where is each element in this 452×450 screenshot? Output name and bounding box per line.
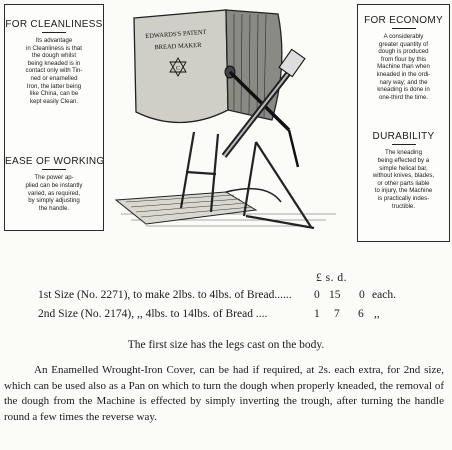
durability-text: The kneading being effected by a simple helical bar, without knives, blades, or other parts liable to injury, the Machine is practically indes- tructible. bbox=[372, 149, 435, 210]
price-pence: 0 bbox=[359, 289, 365, 301]
ease-heading: EASE OF WORKING bbox=[5, 156, 105, 168]
ease-text: The power ap- plied can be instantly varied, as required, by simply adjusting the handle. bbox=[25, 174, 83, 212]
price-pence: 6 bbox=[358, 308, 364, 320]
cleanliness-heading: FOR CLEANLINESS bbox=[5, 19, 103, 30]
bread-maker-illustration bbox=[106, 2, 354, 242]
economy-text: A considerably greater quantity of dough is produced from flour by this Machine than when kneaded in the ordi- nary way; and the kneading is done in one-third the time. bbox=[376, 33, 431, 101]
price-shillings: 7 bbox=[334, 308, 340, 320]
price-pounds: 0 bbox=[314, 289, 320, 301]
right-feature-panel bbox=[357, 4, 450, 242]
price-shillings: 15 bbox=[329, 289, 341, 301]
divider bbox=[392, 144, 416, 145]
size-description: 1st Size (No. 2271), to make 2lbs. to 4lbs. of Bread...... bbox=[38, 289, 292, 301]
currency-header: £ s. d. bbox=[316, 272, 347, 284]
economy-heading: FOR ECONOMY bbox=[364, 15, 443, 26]
durability-heading: DURABILITY bbox=[372, 131, 435, 143]
legs-note: The first size has the legs cast on the body. bbox=[127, 339, 325, 351]
cover-description-text: An Enamelled Wrought-Iron Cover, can be had if required, at 2s. each extra, for 2nd size, which can be used also as a Pan on which to turn the dough when properly kneaded, the removal of the dough from the Machine is effected by simply inverting the trough, after turning the handle round a few times the reverse way. bbox=[4, 364, 444, 423]
cleanliness-text: Its advantage in Cleanliness is that the dough whilst being kneaded is in contact only with Tin- ned or enamelled Iron, the latter being like China, can be kept easily Clean. bbox=[25, 37, 83, 105]
divider bbox=[42, 32, 66, 33]
trough-label-line1: EDWARDS'S PATENT bbox=[145, 28, 207, 41]
star-badge-letter: C bbox=[175, 66, 181, 72]
price-suffix: ,, bbox=[374, 308, 380, 320]
divider bbox=[392, 28, 416, 29]
divider bbox=[42, 169, 66, 170]
price-pounds: 1 bbox=[314, 308, 320, 320]
left-feature-panel bbox=[4, 4, 104, 231]
cover-description bbox=[4, 363, 444, 425]
size-description: 2nd Size (No. 2174), ,, 4lbs. to 14lbs. of Bread .... bbox=[38, 308, 268, 320]
price-suffix: each. bbox=[372, 289, 396, 301]
trough-label-line2: BREAD MAKER bbox=[154, 41, 202, 52]
